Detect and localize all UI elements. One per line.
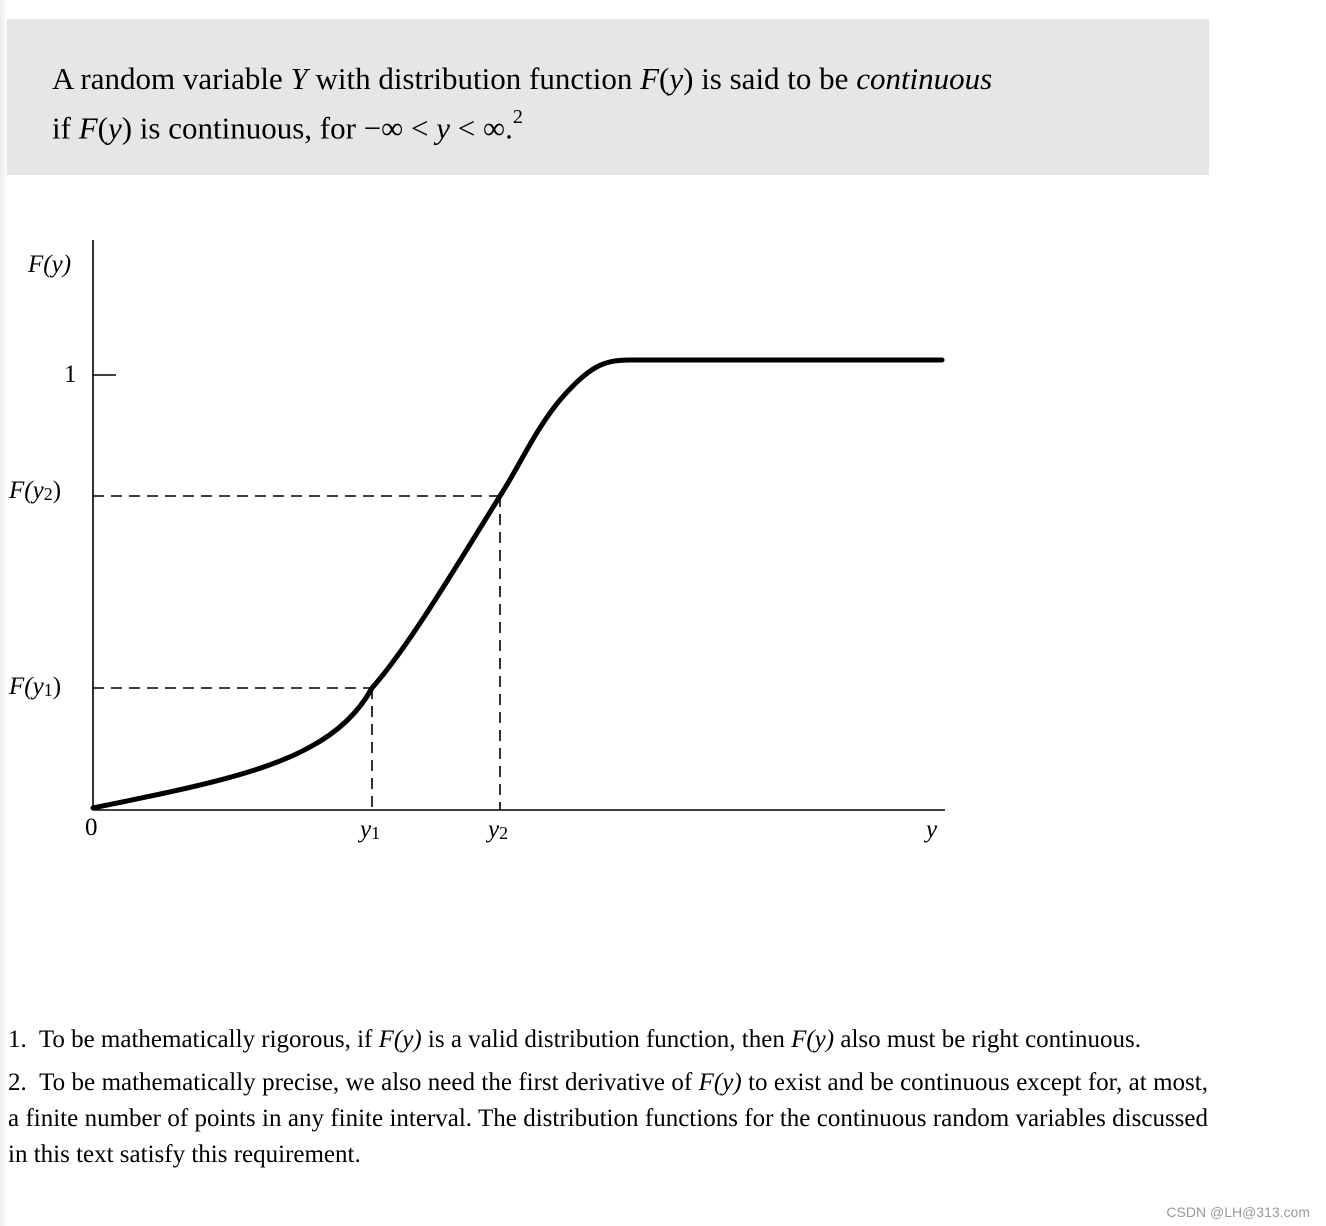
definition-box bbox=[7, 19, 1209, 175]
x-label-y2-var: y bbox=[488, 816, 500, 843]
footnote-text: also must be right continuous. bbox=[834, 1026, 1142, 1053]
definition-text: if bbox=[52, 110, 79, 146]
definition-line-2 bbox=[52, 100, 1209, 149]
footnote-marker: 2 bbox=[512, 106, 523, 128]
definition-text: is continuous, for bbox=[132, 110, 364, 146]
watermark: CSDN @LH@313.com bbox=[1166, 1204, 1310, 1220]
math-arg: (y) bbox=[713, 1069, 742, 1096]
math-paren: ) bbox=[683, 61, 694, 96]
label-F-y2 bbox=[9, 477, 61, 506]
math-paren: ) bbox=[121, 110, 133, 146]
math-var-y: y bbox=[107, 110, 122, 146]
y-axis-label-func: F bbox=[28, 251, 44, 278]
definition-text: with distribution function bbox=[307, 61, 641, 96]
x-axis-label: y bbox=[926, 816, 938, 843]
math-func-F: F bbox=[378, 1026, 394, 1053]
label-F-y1-func: F bbox=[9, 673, 25, 700]
definition-text: A random variable bbox=[52, 61, 291, 96]
label-F-y1-var: (y bbox=[24, 673, 44, 700]
math-less-than: < bbox=[450, 110, 483, 146]
footnote-text: is a valid distribution function, then bbox=[421, 1026, 792, 1053]
math-var-Y: Y bbox=[290, 61, 308, 96]
math-func-F: F bbox=[640, 61, 660, 96]
label-F-y2-var: (y bbox=[24, 477, 44, 504]
math-func-F: F bbox=[698, 1069, 714, 1096]
label-F-y2-subscript: 2 bbox=[43, 484, 53, 504]
cdf-curve bbox=[93, 360, 942, 808]
math-func-F: F bbox=[791, 1026, 807, 1053]
footnote-text: To be mathematically rigorous, if bbox=[38, 1026, 379, 1053]
label-F-y2-close: ) bbox=[52, 477, 62, 504]
cdf-plot bbox=[0, 225, 960, 865]
label-F-y1-subscript: 1 bbox=[43, 680, 53, 700]
math-arg: (y) bbox=[393, 1026, 422, 1053]
distribution-function-figure bbox=[0, 225, 960, 865]
x-label-y2 bbox=[488, 816, 508, 845]
footnote-text: to exist and be continuous except for, at most, a finite number of points in any finite interval. The distribution functions for the continuous random variables discussed in this text satisfy this requirement. bbox=[8, 1069, 1208, 1168]
x-label-y1 bbox=[360, 816, 380, 845]
math-paren: ( bbox=[97, 110, 108, 146]
footnote-text: To be mathematically precise, we also need the first derivative of bbox=[39, 1069, 699, 1096]
math-infinity: ∞ bbox=[483, 110, 506, 146]
math-less-than: < bbox=[403, 110, 437, 146]
definition-text: is said to be bbox=[693, 61, 857, 96]
definition-text: . bbox=[505, 110, 513, 146]
math-var-y: y bbox=[436, 110, 451, 146]
definition-line-1 bbox=[52, 57, 1209, 100]
y-tick-label-one: 1 bbox=[64, 361, 77, 388]
math-var-y: y bbox=[669, 61, 684, 96]
footnote-2 bbox=[8, 1065, 1208, 1173]
definition-emphasis: continuous bbox=[856, 61, 993, 96]
y-axis-label bbox=[28, 251, 71, 279]
math-arg: (y) bbox=[806, 1026, 835, 1053]
x-label-y2-subscript: 2 bbox=[499, 823, 509, 843]
footnotes bbox=[8, 1022, 1208, 1180]
x-label-y1-subscript: 1 bbox=[371, 823, 381, 843]
x-label-y1-var: y bbox=[360, 816, 372, 843]
math-func-F: F bbox=[78, 110, 98, 146]
label-F-y2-func: F bbox=[9, 477, 25, 504]
footnote-number: 2. bbox=[8, 1069, 27, 1096]
math-minus-infinity: −∞ bbox=[363, 110, 404, 146]
label-F-y1-close: ) bbox=[52, 673, 62, 700]
origin-label: 0 bbox=[85, 814, 98, 841]
footnote-1 bbox=[8, 1022, 1208, 1058]
label-F-y1 bbox=[9, 673, 61, 702]
math-paren: ( bbox=[659, 61, 670, 96]
y-axis-label-var: (y) bbox=[43, 251, 72, 278]
footnote-number: 1. bbox=[8, 1026, 27, 1053]
